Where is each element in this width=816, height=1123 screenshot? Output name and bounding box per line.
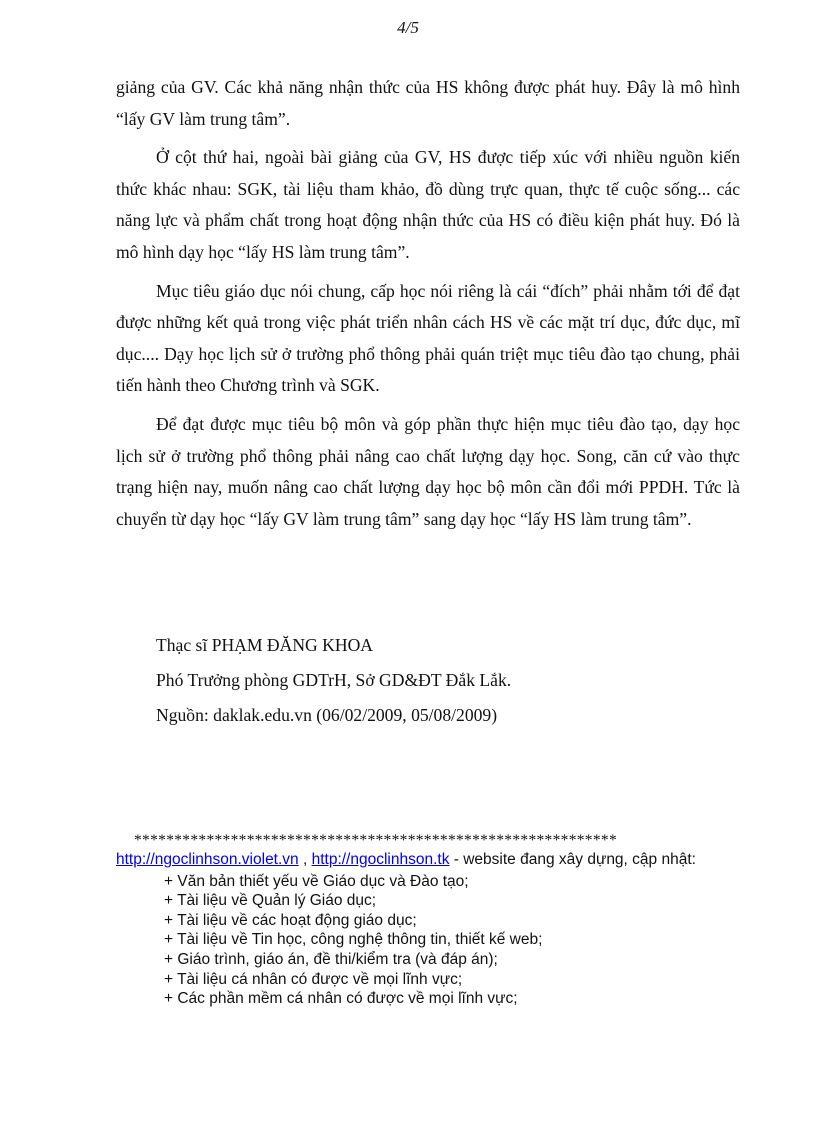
paragraph: Ở cột thứ hai, ngoài bài giảng của GV, HS được tiếp xúc với nhiều nguồn kiến thức khác nhau: SGK, tài liệu tham khảo, đồ dùng trực quan, thực tế cuộc sống... các năng lực và phẩm chất trong hoạt động nhận thức của HS có điều kiện phát huy. Đó là mô hình dạy học “lấy HS làm trung tâm”. [116,147,740,262]
article-body [116,72,740,535]
link-separator: , [298,851,312,868]
list-item: + Tài liệu về Quản lý Giáo dục; [164,892,377,910]
website-line [116,850,740,870]
paragraph-continued: giảng của GV. Các khả năng nhận thức của HS không được phát huy. Đây là mô hình “lấy GV làm trung tâm”. [116,77,740,129]
author-name: Thạc sĩ PHẠM ĐĂNG KHOA [156,635,373,655]
star-divider: ************************************************************ [134,832,617,849]
list-item: + Tài liệu về các hoạt động giáo dục; [164,911,417,929]
page-number: 4/5 [397,18,419,37]
resource-list [116,872,740,1009]
source-line: Nguồn: daklak.edu.vn (06/02/2009, 05/08/2009) [156,705,498,725]
paragraph: Để đạt được mục tiêu bộ môn và góp phần thực hiện mục tiêu đào tạo, dạy học lịch sử ở trường phổ thông phải nâng cao chất lượng dạy học. Song, căn cứ vào thực trạng hiện nay, muốn nâng cao chất lượng dạy học bộ môn cần đổi mới PPDH. Tức là chuyển từ dạy học “lấy GV làm trung tâm” sang dạy học “lấy HS làm trung tâm”. [116,413,740,529]
violet-link[interactable]: http://ngoclinhson.violet.vn [116,851,299,868]
footer [116,832,740,1009]
author-position: Phó Trưởng phòng GDTrH, Sở GD&ĐT Đắk Lắk. [156,670,512,690]
list-item: + Tài liệu về Tin học, công nghệ thông tin, thiết kế web; [164,931,543,949]
tk-link[interactable]: http://ngoclinhson.tk [311,851,450,868]
website-description: - website đang xây dựng, cập nhật: [449,851,696,868]
list-item: + Tài liệu cá nhân có được về mọi lĩnh vực; [164,970,463,988]
list-item: + Văn bản thiết yếu về Giáo dục và Đào tạo; [164,872,469,890]
list-item: + Các phần mềm cá nhân có được về mọi lĩnh vực; [164,990,518,1008]
paragraph: Mục tiêu giáo dục nói chung, cấp học nói riêng là cái “đích” phải nhằm tới để đạt được những kết quả trong việc phát triển nhân cách HS về các mặt trí dục, đức dục, mĩ dục.... Dạy học lịch sử ở trường phổ thông phải quán triệt mục tiêu đào tạo chung, phải tiến hành theo Chương trình và SGK. [116,280,740,396]
list-item: + Giáo trình, giáo án, đề thi/kiểm tra (và đáp án); [164,950,498,968]
signature-block [156,628,716,733]
